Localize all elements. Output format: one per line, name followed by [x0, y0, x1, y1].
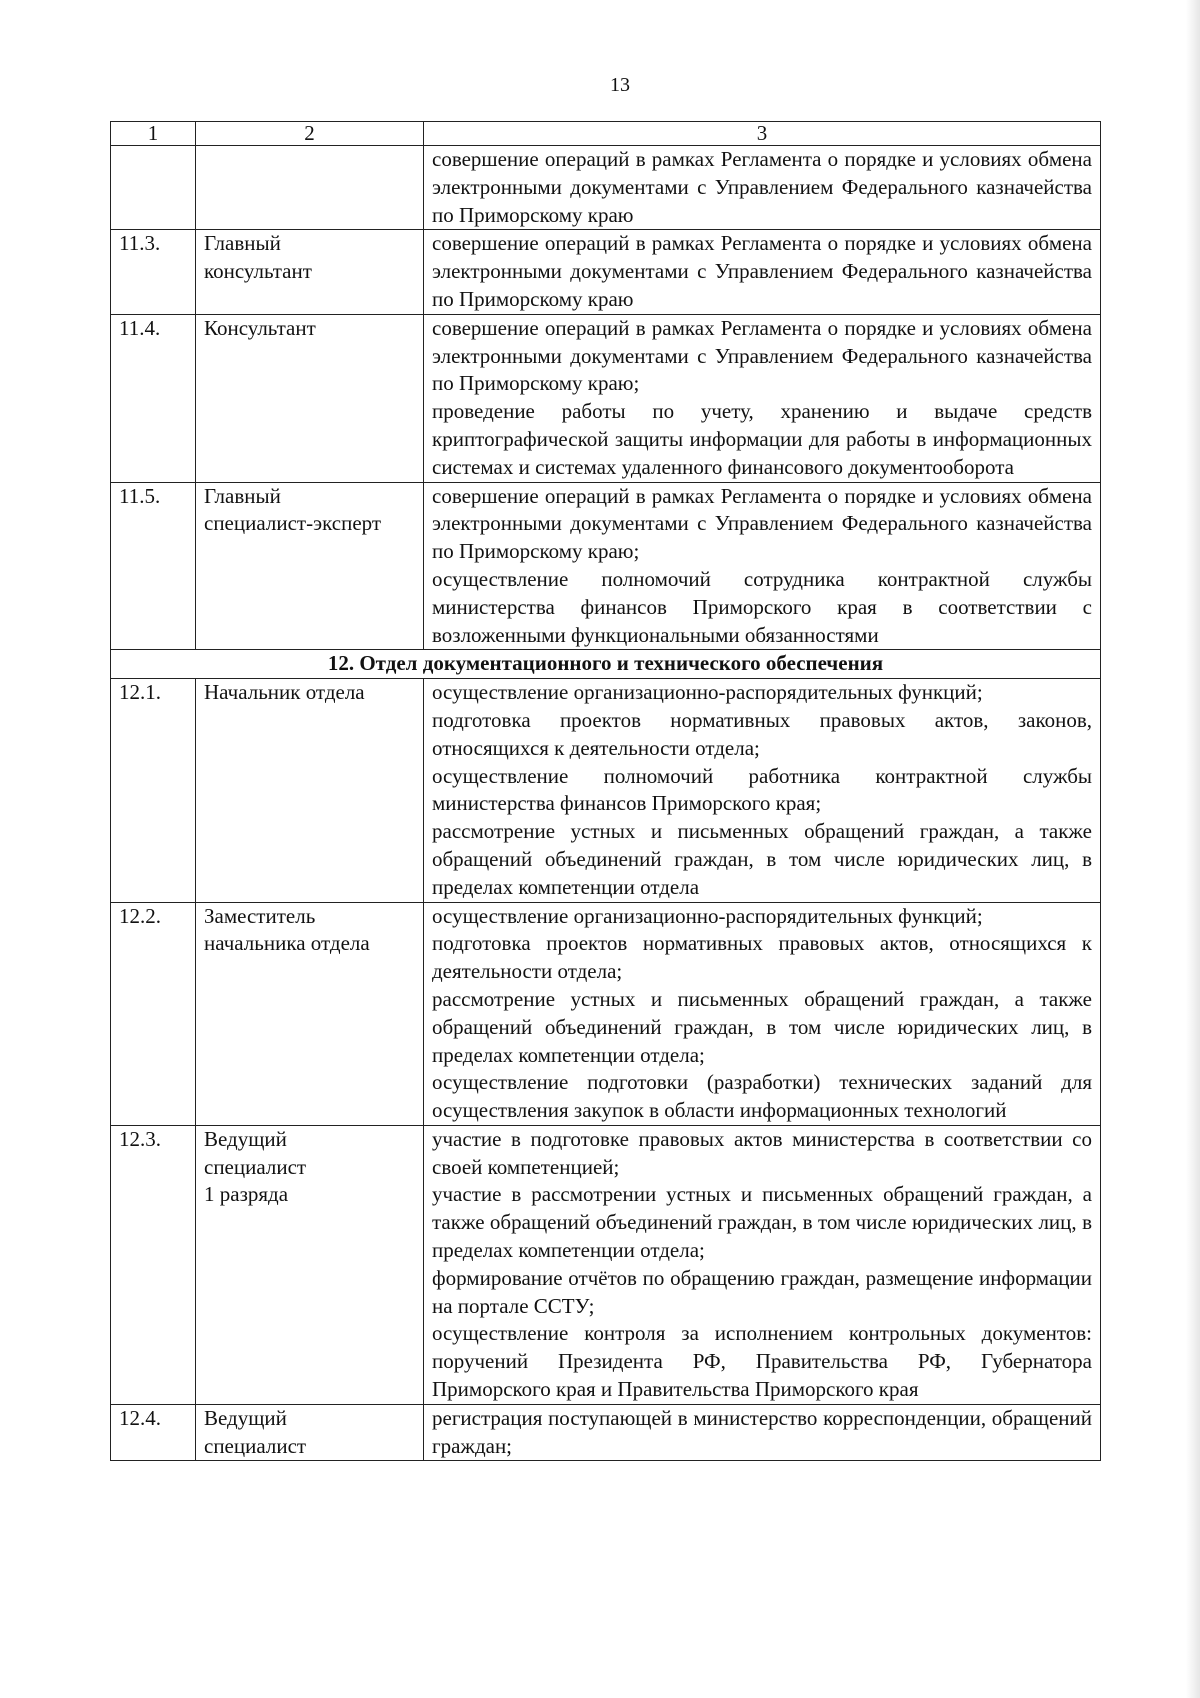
table-row	[111, 679, 1101, 902]
duty-item: осуществление полномочий сотрудника контрактной службы министерства финансов Приморского края в соответствии с возложенными функциональными обязанностями	[432, 566, 1092, 647]
duties-table	[110, 121, 1101, 1461]
duties-cell	[424, 146, 1101, 230]
position-title	[196, 230, 424, 314]
duty-item: осуществление организационно-распорядительных функций;	[432, 903, 983, 928]
table-row	[111, 482, 1101, 650]
table-body	[111, 122, 1101, 1461]
position-title	[196, 1404, 424, 1461]
section-heading: 12. Отдел документационного и технического обеспечения	[111, 650, 1101, 679]
position-title-line: Главный	[204, 231, 281, 256]
duty-item: участие в подготовке правовых актов министерства в соответствии со своей компетенцией;	[432, 1126, 1092, 1179]
duty-item: подготовка проектов нормативных правовых актов, законов, относящихся к деятельности отдела;	[432, 707, 1092, 760]
row-number: 12.4.	[111, 1404, 196, 1461]
duty-item: осуществление полномочий работника контрактной службы министерства финансов Приморского края;	[432, 763, 1092, 816]
row-number	[111, 146, 196, 230]
duty-item: совершение операций в рамках Регламента о порядке и условиях обмена электронными документами с Управлением Федерального казначейства по Приморскому краю	[432, 231, 1092, 311]
page-number: 13	[610, 74, 630, 96]
position-title-line: Начальник отдела	[204, 680, 365, 705]
position-title	[196, 314, 424, 482]
duties-cell	[424, 902, 1101, 1125]
position-title-line: Заместитель	[204, 903, 316, 928]
row-number: 11.5.	[111, 482, 196, 650]
position-title-line: 1 разряда	[204, 1182, 289, 1207]
position-title-line: специалист-эксперт	[204, 511, 382, 536]
duty-item: осуществление подготовки (разработки) технических заданий для осуществления закупок в области информационных технологий	[432, 1070, 1092, 1123]
duties-cell	[424, 482, 1101, 650]
table-row	[111, 1404, 1101, 1461]
position-title	[196, 482, 424, 650]
duties-cell	[424, 314, 1101, 482]
position-title-line: специалист	[204, 1433, 307, 1458]
row-number: 12.3.	[111, 1125, 196, 1404]
table-row	[111, 230, 1101, 314]
position-title	[196, 146, 424, 230]
duty-item: подготовка проектов нормативных правовых актов, относящихся к деятельности отдела;	[432, 931, 1092, 984]
duty-item: участие в рассмотрении устных и письменных обращений граждан, а также обращений объединений граждан, в том числе юридических лиц, в пределах компетенции отдела;	[432, 1182, 1092, 1263]
header-col-1: 1	[111, 122, 196, 146]
duty-item: осуществление контроля за исполнением контрольных документов: поручений Президента РФ, Правительства РФ, Губернатора Приморского края и Правительства Приморского края	[432, 1321, 1092, 1402]
header-col-3: 3	[424, 122, 1101, 146]
duty-item: осуществление организационно-распорядительных функций;	[432, 680, 983, 705]
duty-item: совершение операций в рамках Регламента о порядке и условиях обмена электронными документами с Управлением Федерального казначейства по Приморскому краю;	[432, 483, 1092, 564]
position-title	[196, 1125, 424, 1404]
duty-item: регистрация поступающей в министерство корреспонденции, обращений граждан;	[432, 1405, 1092, 1458]
duty-item: рассмотрение устных и письменных обращений граждан, а также обращений объединений граждан, в том числе юридических лиц, в пределах компетенции отдела;	[432, 986, 1092, 1067]
position-title-line: Главный	[204, 483, 281, 508]
row-number: 11.3.	[111, 230, 196, 314]
table-row	[111, 146, 1101, 230]
duty-item: формирование отчётов по обращению граждан, размещение информации на портале ССТУ;	[432, 1265, 1092, 1318]
row-number: 11.4.	[111, 314, 196, 482]
position-title	[196, 679, 424, 902]
position-title-line: начальника отдела	[204, 931, 370, 956]
duty-item: совершение операций в рамках Регламента о порядке и условиях обмена электронными документами с Управлением Федерального казначейства по Приморскому краю;	[432, 315, 1092, 396]
table-header-row	[111, 122, 1101, 146]
duties-cell	[424, 230, 1101, 314]
position-title-line: Ведущий	[204, 1126, 287, 1151]
position-title-line: консультант	[204, 259, 312, 284]
table-row	[111, 902, 1101, 1125]
duty-item: рассмотрение устных и письменных обращений граждан, а также обращений объединений граждан, в том числе юридических лиц, в пределах компетенции отдела	[432, 819, 1092, 899]
row-number: 12.2.	[111, 902, 196, 1125]
duties-cell	[424, 679, 1101, 902]
position-title-line: специалист	[204, 1154, 307, 1179]
position-title-line: Консультант	[204, 315, 316, 340]
header-col-2: 2	[196, 122, 424, 146]
row-number: 12.1.	[111, 679, 196, 902]
table-row	[111, 1125, 1101, 1404]
duties-cell	[424, 1125, 1101, 1404]
scan-edge	[1186, 0, 1200, 1698]
duty-item: проведение работы по учету, хранению и выдаче средств криптографической защиты информации для работы в информационных системах и системах удаленного финансового документооборота	[432, 399, 1092, 479]
section-heading-row	[111, 650, 1101, 679]
position-title	[196, 902, 424, 1125]
duty-item: совершение операций в рамках Регламента о порядке и условиях обмена электронными документами с Управлением Федерального казначейства по Приморскому краю	[432, 147, 1092, 227]
duties-cell	[424, 1404, 1101, 1461]
position-title-line: Ведущий	[204, 1405, 287, 1430]
table-row	[111, 314, 1101, 482]
